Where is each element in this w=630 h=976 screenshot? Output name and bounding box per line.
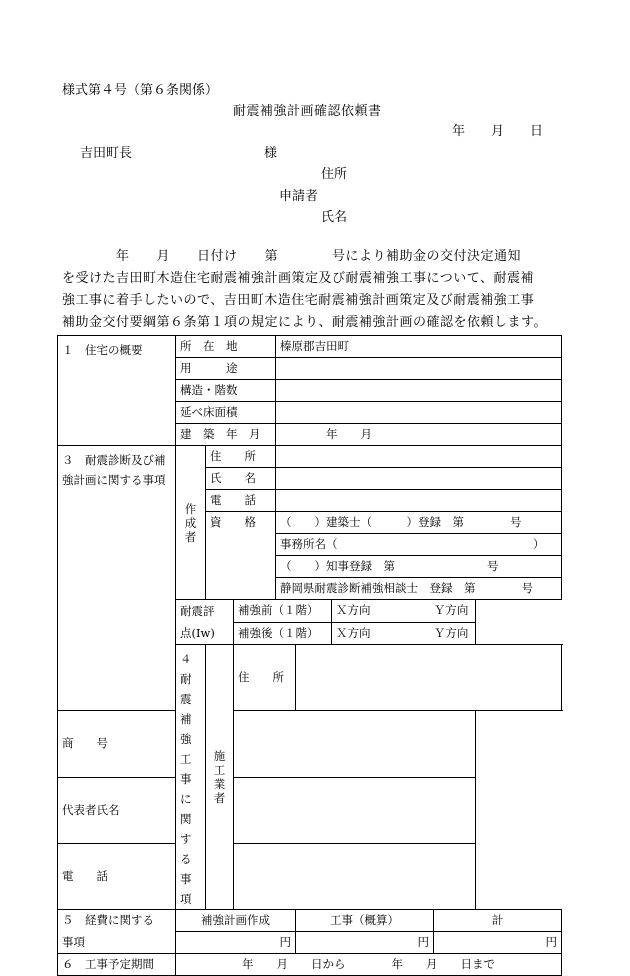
contractor-label-text: 施工業者 [213,749,226,805]
representative-label: 代表者氏名 [58,777,206,843]
contractor-phone-field[interactable] [234,843,476,909]
before-reinforce-values[interactable] [332,600,476,623]
creator-address-field[interactable] [276,446,562,468]
before-reinforce-label: 補強前（１階） [234,600,332,623]
applicant-name-label: 氏名 [321,210,348,225]
seismic-score-label-1: 耐震評 [180,604,215,618]
total-cost-header: 計 [434,910,562,932]
use-label: 用 途 [176,358,276,380]
section-1-title: １ 住宅の概要 [58,336,176,446]
contractor-label [206,645,234,910]
contractor-address-label: 住 所 [234,645,296,711]
floor-area-field[interactable] [276,402,562,424]
representative-field[interactable] [234,777,476,843]
creator-label [176,446,206,600]
document-title: 耐震補強計画確認依頼書 [233,104,382,119]
seismic-score-label-2: 点(Iw) [180,626,215,640]
y-direction: Ｙ方向 [433,603,469,618]
body-paragraph [62,246,562,334]
governor-registration[interactable]: （ ）知事登録 第 号 [276,556,562,578]
addressee: 吉田町長 [80,146,133,161]
qualification-label: 資 格 [206,512,276,600]
y-direction: Ｙ方向 [433,625,469,640]
contractor-phone-label: 電 話 [58,843,206,909]
plan-cost-field[interactable]: 円 [176,932,296,954]
plan-cost-header: 補強計画作成 [176,910,296,932]
section-5-title: ５ 経費に関する [58,910,176,932]
applicant-label: 申請者 [279,189,319,204]
honorific: 様 [264,146,278,161]
structure-field[interactable] [276,380,562,402]
section-6-title: ６ 工事予定期間 [58,954,176,976]
consultant-registration[interactable]: 静岡県耐震診断補強相談士 登録 第 号 [276,578,562,600]
creator-phone-label: 電 話 [206,490,276,512]
body-line: 補助金交付要綱第６条第１項の規定により、耐震補強計画の確認を依頼します。 [62,315,547,330]
contractor-address-field[interactable] [296,645,562,711]
creator-name-label: 氏 名 [206,468,276,490]
trade-name-field[interactable] [234,711,476,777]
applicant-address-label: 住所 [321,167,348,182]
section-4-title: ４ 耐震補強工事に関する事項 [176,645,206,910]
after-reinforce-label: 補強後（１階） [234,622,332,645]
body-line: 年 月 日付け 第 号により補助金の交付決定通知 [62,249,522,264]
form-table [57,335,562,976]
section-5-title-cont: 事項 [58,932,176,954]
architect-registration[interactable]: （ ）建築士（ ）登録 第 号 [276,512,562,534]
x-direction: Ｘ方向 [336,625,371,640]
total-cost-field[interactable]: 円 [434,932,562,954]
location-field[interactable]: 榛原郡吉田町 [276,336,562,358]
body-line: 強工事に着手したいので、吉田町木造住宅耐震補強計画策定及び耐震補強工事 [62,293,535,308]
section-3-title: ３ 耐震診断及び補強計画に関する事項 [58,446,176,711]
date-line: 年 月 日 [452,124,544,139]
x-direction: Ｘ方向 [336,603,371,618]
creator-address-label: 住 所 [206,446,276,468]
floor-area-label: 延べ床面積 [176,402,276,424]
office-name[interactable]: 事務所名（ ） [276,534,562,556]
seismic-score-label [176,600,234,645]
construction-period-field[interactable]: 年 月 日から 年 月 日まで [176,954,562,976]
use-field[interactable] [276,358,562,380]
location-label: 所 在 地 [176,336,276,358]
built-date-field[interactable]: 年 月 [276,424,562,446]
construction-cost-header: 工事（概算） [296,910,434,932]
construction-cost-field[interactable]: 円 [296,932,434,954]
creator-phone-field[interactable] [276,490,562,512]
creator-label-text: 作成者 [184,501,197,544]
form-number: 様式第４号（第６条関係） [62,83,219,98]
creator-name-field[interactable] [276,468,562,490]
structure-label: 構造・階数 [176,380,276,402]
built-date-label: 建 築 年 月 [176,424,276,446]
after-reinforce-values[interactable] [332,622,476,645]
trade-name-label: 商 号 [58,711,206,777]
body-line: を受けた吉田町木造住宅耐震補強計画策定及び耐震補強工事について、耐震補 [62,271,534,286]
